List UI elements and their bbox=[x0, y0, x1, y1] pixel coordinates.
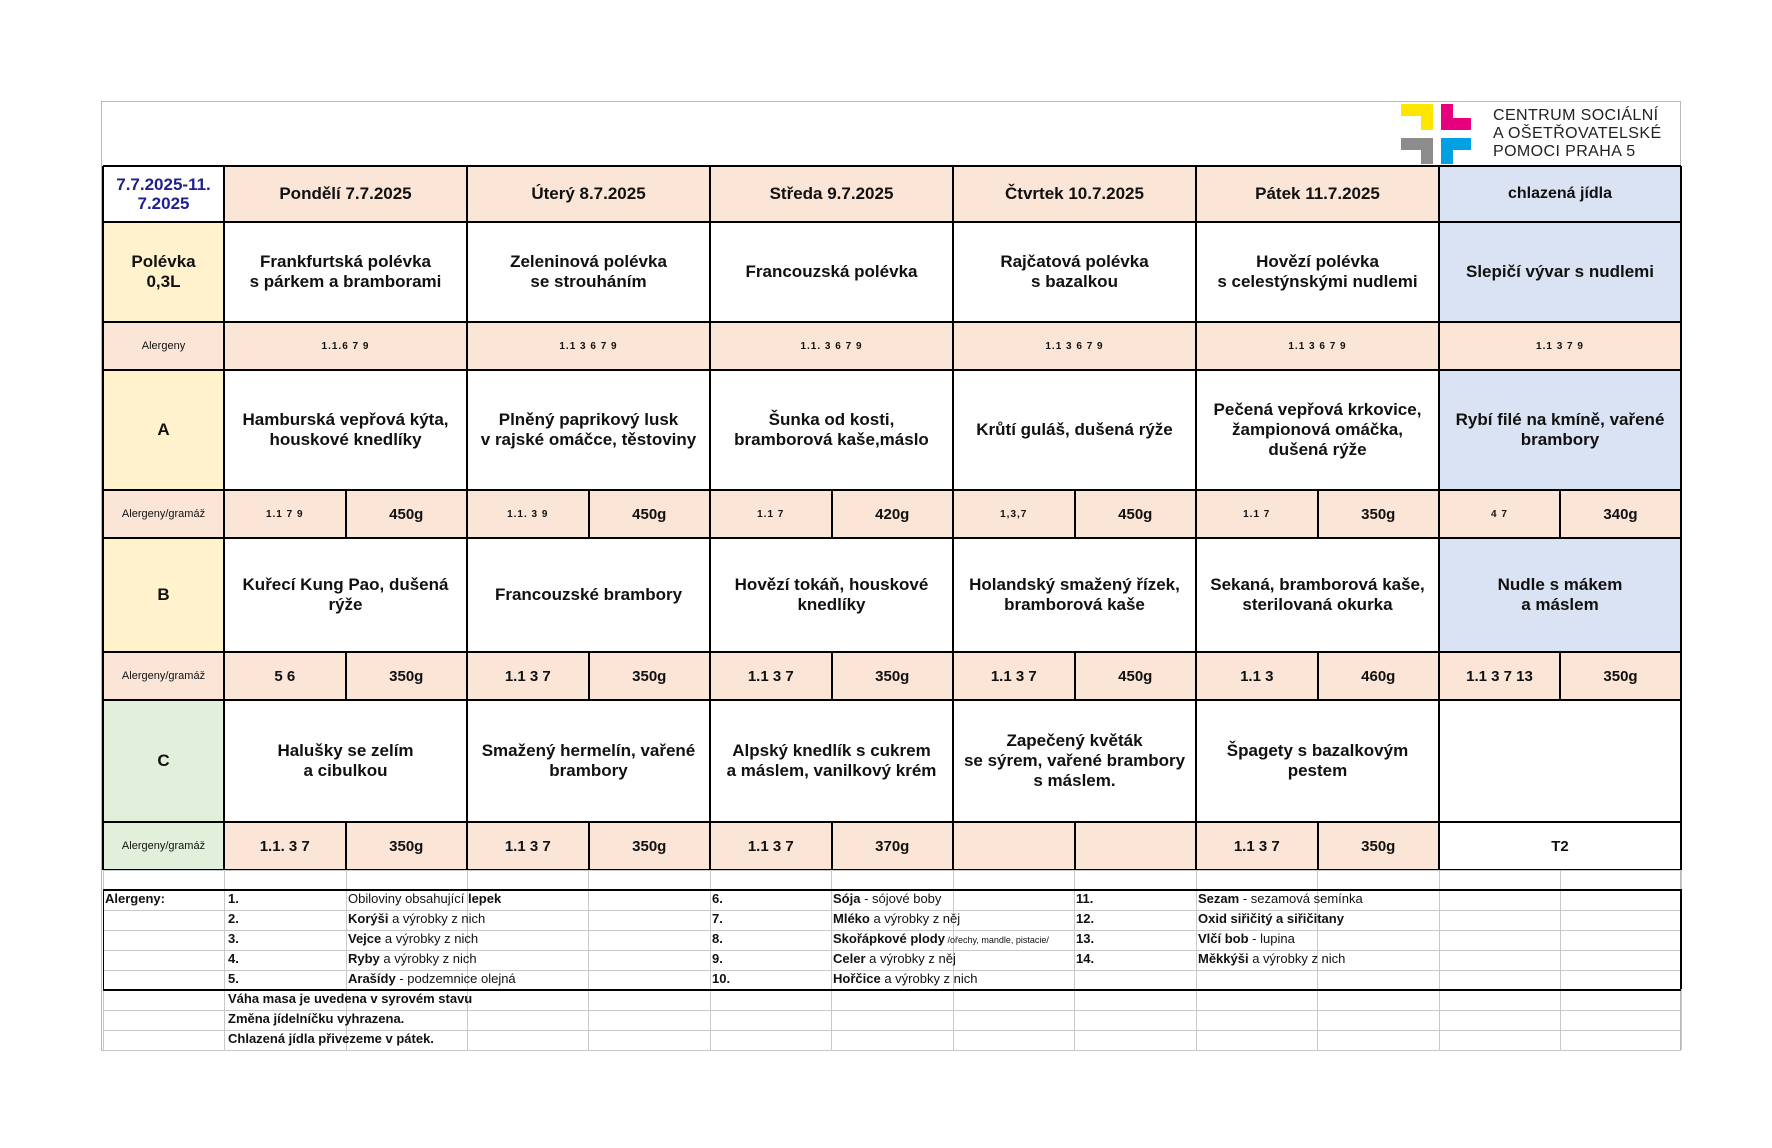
grid-line bbox=[1438, 166, 1440, 870]
portion-weight bbox=[1075, 822, 1197, 870]
soup-allergens: 1.1 3 6 7 9 bbox=[953, 322, 1196, 370]
meal-item: Krůtí guláš, dušená rýže bbox=[953, 370, 1196, 490]
allergen-number: 9. bbox=[712, 951, 723, 966]
soup-allergens: 1.1. 3 6 7 9 bbox=[710, 322, 953, 370]
week-date-range: 7.7.2025-11. 7.2025 bbox=[103, 166, 224, 222]
grid-line bbox=[1074, 870, 1075, 1050]
meal-item: Zapečený květák se sýrem, vařené brambory s máslem. bbox=[953, 700, 1196, 822]
grid-line bbox=[1317, 490, 1319, 538]
allergen-row-label: Alergeny bbox=[103, 322, 224, 370]
day-header: chlazená jídla bbox=[1439, 166, 1681, 222]
grid-line bbox=[223, 166, 225, 870]
meal-row-label: A bbox=[103, 370, 224, 490]
portion-weight: 450g bbox=[1075, 490, 1197, 538]
allergen-number: 5. bbox=[228, 971, 239, 986]
grid-line bbox=[1317, 652, 1319, 700]
meal-item: Francouzské brambory bbox=[467, 538, 710, 652]
allergen-number: 4. bbox=[228, 951, 239, 966]
soup-item: Rajčatová polévka s bazalkou bbox=[953, 222, 1196, 322]
meal-item: Špagety s bazalkovým pestem bbox=[1196, 700, 1439, 822]
allergen-codes: 1.1 3 7 bbox=[1196, 822, 1318, 870]
grid-line bbox=[103, 821, 1681, 823]
meal-item: Halušky se zelím a cibulkou bbox=[224, 700, 467, 822]
grid-line bbox=[103, 699, 1681, 701]
grid-line bbox=[103, 870, 1681, 871]
grid-line bbox=[831, 822, 833, 870]
grid-line bbox=[103, 537, 1681, 539]
meal-item: Nudle s mákem a máslem bbox=[1439, 538, 1681, 652]
allergen-codes: 1.1. 3 7 bbox=[224, 822, 346, 870]
allergen-number: 14. bbox=[1076, 951, 1095, 966]
meal-item: Holandský smažený řízek, bramborová kaše bbox=[953, 538, 1196, 652]
menu-note: Váha masa je uvedena v syrovém stavu bbox=[228, 991, 473, 1006]
soup-item: Hovězí polévka s celestýnskými nudlemi bbox=[1196, 222, 1439, 322]
grid-line bbox=[588, 870, 589, 1050]
allergen-name: Vejce a výrobky z nich bbox=[348, 931, 479, 946]
grid-line bbox=[952, 166, 954, 870]
soup-allergens: 1.1 3 6 7 9 bbox=[467, 322, 710, 370]
allergen-name: Vlčí bob - lupina bbox=[1198, 931, 1295, 946]
grid-line bbox=[1439, 870, 1440, 1050]
portion-weight: 350g bbox=[589, 822, 711, 870]
soup-allergens: 1.1 3 7 9 bbox=[1439, 322, 1681, 370]
portion-weight: 420g bbox=[832, 490, 954, 538]
grid-line bbox=[588, 490, 590, 538]
extra-code: T2 bbox=[1439, 822, 1681, 870]
meal-row-label: B bbox=[103, 538, 224, 652]
allergen-codes: 1.1 3 7 bbox=[710, 822, 832, 870]
allergen-codes: 1.1 3 7 bbox=[467, 822, 589, 870]
grid-line bbox=[588, 822, 590, 870]
allergen-name: Oxid siřičitý a siřičitany bbox=[1198, 911, 1344, 926]
grid-line bbox=[103, 651, 1681, 653]
grid-line bbox=[1074, 490, 1076, 538]
grid-line bbox=[1074, 822, 1076, 870]
grid-line bbox=[831, 652, 833, 700]
day-header: Pátek 11.7.2025 bbox=[1196, 166, 1439, 222]
portion-weight: 350g bbox=[346, 652, 468, 700]
info-row-label: Alergeny/gramáž bbox=[103, 652, 224, 700]
allergen-codes: 1.1. 3 9 bbox=[467, 490, 589, 538]
allergen-name: Hořčice a výrobky z nich bbox=[833, 971, 978, 986]
grid-line bbox=[345, 652, 347, 700]
day-header: Středa 9.7.2025 bbox=[710, 166, 953, 222]
grid-line bbox=[103, 489, 1681, 491]
allergen-number: 2. bbox=[228, 911, 239, 926]
menu-note: Chlazená jídla přivezeme v pátek. bbox=[228, 1031, 434, 1046]
portion-weight: 350g bbox=[1318, 822, 1440, 870]
grid-line bbox=[1317, 822, 1319, 870]
grid-line bbox=[466, 166, 468, 870]
portion-weight: 450g bbox=[589, 490, 711, 538]
meal-row-label: C bbox=[103, 700, 224, 822]
grid-line bbox=[224, 870, 225, 1050]
allergen-codes: 5 6 bbox=[224, 652, 346, 700]
grid-line bbox=[1195, 166, 1197, 870]
portion-weight: 350g bbox=[589, 652, 711, 700]
meal-item: Šunka od kosti, bramborová kaše,máslo bbox=[710, 370, 953, 490]
meal-item: Kuřecí Kung Pao, dušená rýže bbox=[224, 538, 467, 652]
allergen-number: 11. bbox=[1076, 891, 1094, 906]
grid-line bbox=[103, 369, 1681, 371]
grid-line bbox=[1559, 490, 1561, 538]
allergen-name: Arašídy - podzemnice olejná bbox=[348, 971, 516, 986]
meal-item: Hovězí tokáň, houskové knedlíky bbox=[710, 538, 953, 652]
allergen-name: Mléko a výrobky z něj bbox=[833, 911, 961, 926]
meal-item: Plněný paprikový lusk v rajské omáčce, těstoviny bbox=[467, 370, 710, 490]
legend-title: Alergeny: bbox=[105, 891, 165, 906]
allergen-number: 1. bbox=[228, 891, 239, 906]
grid-line bbox=[710, 870, 711, 1050]
allergen-name: Obiloviny obsahující lepek bbox=[348, 891, 502, 906]
grid-line bbox=[1560, 870, 1561, 1050]
allergen-codes: 1.1 7 bbox=[710, 490, 832, 538]
grid-line bbox=[345, 822, 347, 870]
soup-item: Zeleninová polévka se strouháním bbox=[467, 222, 710, 322]
grid-line bbox=[103, 321, 1681, 323]
allergen-number: 7. bbox=[712, 911, 723, 926]
soup-item: Francouzská polévka bbox=[710, 222, 953, 322]
allergen-codes: 1.1 7 9 bbox=[224, 490, 346, 538]
allergen-name: Skořápkové plody /ořechy, mandle, pistacie/ bbox=[833, 931, 1049, 946]
soup-row-label: Polévka 0,3L bbox=[103, 222, 224, 322]
portion-weight: 340g bbox=[1560, 490, 1681, 538]
allergen-number: 13. bbox=[1076, 931, 1095, 946]
allergen-number: 10. bbox=[712, 971, 731, 986]
allergen-codes: 1.1 3 bbox=[1196, 652, 1318, 700]
allergen-codes: 1.1 3 7 13 bbox=[1439, 652, 1560, 700]
grid-line bbox=[831, 870, 832, 1050]
allergen-number: 3. bbox=[228, 931, 239, 946]
soup-item: Slepičí vývar s nudlemi bbox=[1439, 222, 1681, 322]
allergen-codes: 1.1 7 bbox=[1196, 490, 1318, 538]
grid-line bbox=[345, 490, 347, 538]
grid-line bbox=[102, 166, 104, 870]
portion-weight: 350g bbox=[346, 822, 468, 870]
meal-item: Smažený hermelín, vařené brambory bbox=[467, 700, 710, 822]
grid-line bbox=[709, 166, 711, 870]
portion-weight: 450g bbox=[346, 490, 468, 538]
portion-weight: 370g bbox=[832, 822, 954, 870]
organization-logo bbox=[1397, 101, 1681, 165]
allergen-number: 8. bbox=[712, 931, 723, 946]
meal-item: Hamburská vepřová kýta, houskové knedlíky bbox=[224, 370, 467, 490]
allergen-codes: 1,3,7 bbox=[953, 490, 1075, 538]
portion-weight: 350g bbox=[832, 652, 954, 700]
grid-line bbox=[1680, 166, 1682, 870]
info-row-label: Alergeny/gramáž bbox=[103, 490, 224, 538]
allergen-codes: 1.1 3 7 bbox=[953, 652, 1075, 700]
meal-item bbox=[1439, 700, 1681, 822]
day-header: Úterý 8.7.2025 bbox=[467, 166, 710, 222]
meal-item: Alpský knedlík s cukrem a máslem, vanilkový krém bbox=[710, 700, 953, 822]
day-header: Čtvrtek 10.7.2025 bbox=[953, 166, 1196, 222]
allergen-name: Ryby a výrobky z nich bbox=[348, 951, 477, 966]
meal-item: Rybí filé na kmíně, vařené brambory bbox=[1439, 370, 1681, 490]
grid-line bbox=[1074, 652, 1076, 700]
grid-line bbox=[1559, 652, 1561, 700]
grid-line bbox=[103, 889, 104, 989]
grid-line bbox=[103, 221, 1681, 223]
allergen-name: Sója - sójové boby bbox=[833, 891, 942, 906]
allergen-codes: 1.1 3 7 bbox=[467, 652, 589, 700]
soup-allergens: 1.1.6 7 9 bbox=[224, 322, 467, 370]
info-row-label: Alergeny/gramáž bbox=[103, 822, 224, 870]
grid-line bbox=[1196, 870, 1197, 1050]
allergen-name: Celer a výrobky z něj bbox=[833, 951, 956, 966]
portion-weight: 350g bbox=[1560, 652, 1681, 700]
meal-item: Pečená vepřová krkovice, žampionová omáčka, dušená rýže bbox=[1196, 370, 1439, 490]
allergen-name: Korýši a výrobky z nich bbox=[348, 911, 486, 926]
allergen-codes: 4 7 bbox=[1439, 490, 1560, 538]
meal-item: Sekaná, bramborová kaše, sterilovaná okurka bbox=[1196, 538, 1439, 652]
soup-item: Frankfurtská polévka s párkem a bramborami bbox=[224, 222, 467, 322]
allergen-name: Sezam - sezamová semínka bbox=[1198, 891, 1363, 906]
allergen-codes bbox=[953, 822, 1075, 870]
grid-line bbox=[588, 652, 590, 700]
allergen-number: 6. bbox=[712, 891, 723, 906]
logo-text: CENTRUM SOCIÁLNÍ A OŠETŘOVATELSKÉ POMOCI PRAHA 5 bbox=[1493, 107, 1662, 160]
portion-weight: 350g bbox=[1318, 490, 1440, 538]
grid-line bbox=[103, 165, 1681, 167]
allergen-codes: 1.1 3 7 bbox=[710, 652, 832, 700]
soup-allergens: 1.1 3 6 7 9 bbox=[1196, 322, 1439, 370]
grid-line bbox=[831, 490, 833, 538]
allergen-number: 12. bbox=[1076, 911, 1095, 926]
portion-weight: 460g bbox=[1318, 652, 1440, 700]
grid-line bbox=[1680, 889, 1682, 989]
day-header: Pondělí 7.7.2025 bbox=[224, 166, 467, 222]
menu-note: Změna jídelníčku vyhrazena. bbox=[228, 1011, 405, 1026]
portion-weight: 450g bbox=[1075, 652, 1197, 700]
allergen-name: Měkkýši a výrobky z nich bbox=[1198, 951, 1346, 966]
grid-line bbox=[103, 1050, 1681, 1051]
